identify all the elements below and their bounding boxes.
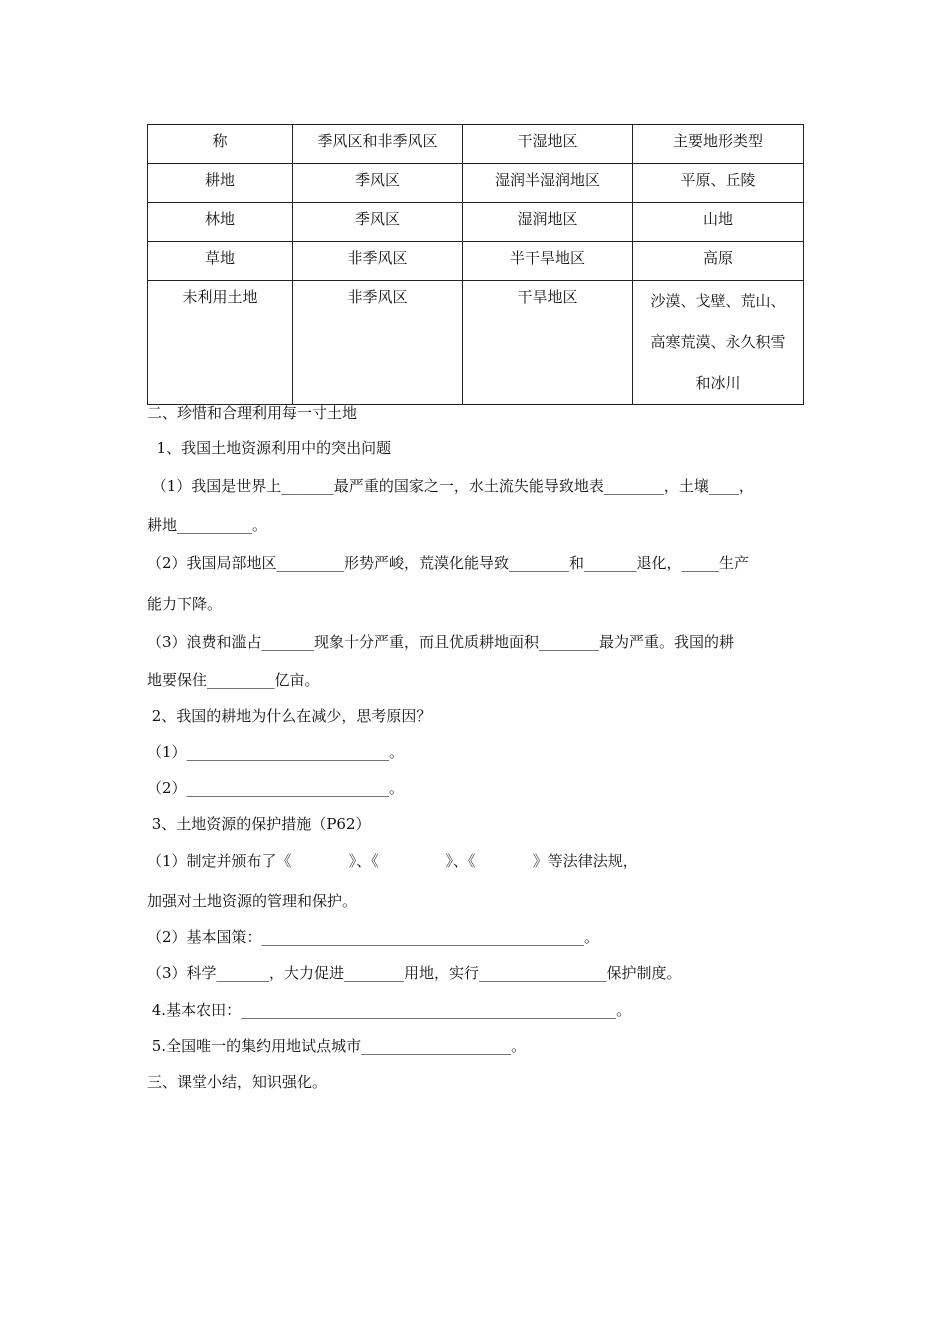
subsection-heading-3: 3、土地资源的保护措施（P62）	[147, 815, 371, 833]
fill-blank-line: （1）我国是世界上_______最严重的国家之一，水土流失能导致地表________，土壤____，	[147, 477, 754, 495]
table-row	[148, 242, 804, 281]
table-cell: 季风区和非季风区	[293, 125, 463, 164]
table-cell: 干湿地区	[463, 125, 633, 164]
fill-blank-line: （1）___________________________。	[147, 743, 405, 761]
fill-blank-line: 5.全国唯一的集约用地试点城市____________________。	[147, 1037, 527, 1055]
table-cell: 林地	[148, 203, 293, 242]
fill-blank-line: （3）浪费和滥占_______现象十分严重，而且优质耕地面积________最为严重。我国的耕	[147, 633, 735, 651]
table-cell: 非季风区	[293, 281, 463, 405]
table-cell: 干旱地区	[463, 281, 633, 405]
cell-text: 沙漠、戈壁、荒山、 高寒荒漠、永久积雪 和冰川	[650, 292, 786, 392]
table-cell: 平原、丘陵	[633, 164, 804, 203]
table-cell: 山地	[633, 203, 804, 242]
section-heading-3: 三、课堂小结，知识强化。	[147, 1073, 328, 1091]
fill-blank-line: 能力下降。	[147, 595, 223, 613]
subsection-heading-1: 1、我国土地资源利用中的突出问题	[147, 439, 392, 457]
table-cell: 主要地形类型	[633, 125, 804, 164]
fill-blank-line: 加强对土地资源的管理和保护。	[147, 892, 358, 910]
table-cell: 称	[148, 125, 293, 164]
table-cell: 季风区	[293, 164, 463, 203]
table-row	[148, 203, 804, 242]
subsection-heading-2: 2、我国的耕地为什么在减少，思考原因？	[147, 707, 432, 725]
table-cell: 半干旱地区	[463, 242, 633, 281]
fill-blank-line: （1）制定并颁布了《 》、《 》、《 》等法律法规，	[147, 852, 638, 870]
table-cell: 季风区	[293, 203, 463, 242]
table-cell: 湿润半湿润地区	[463, 164, 633, 203]
fill-blank-line: （3）科学_______，大力促进________用地，实行_________________保护制度。	[147, 964, 682, 982]
fill-blank-line: 地要保住_________亿亩。	[147, 671, 320, 689]
table-row	[148, 164, 804, 203]
table-cell: 未利用土地	[148, 281, 293, 405]
fill-blank-line: （2）我国局部地区_________形势严峻，荒漠化能导致________和_______退化，_____生产	[147, 554, 750, 572]
fill-blank-line: （2）基本国策：___________________________________________。	[147, 928, 600, 946]
table-cell-multiline	[633, 281, 804, 405]
land-use-table	[147, 124, 804, 405]
section-heading-2: 二、珍惜和合理利用每一寸土地	[147, 404, 358, 422]
table-header-row	[148, 125, 804, 164]
fill-blank-line: 4.基本农田：__________________________________________________。	[147, 1001, 632, 1019]
table-cell: 非季风区	[293, 242, 463, 281]
table-cell: 耕地	[148, 164, 293, 203]
table-row	[148, 281, 804, 405]
table-cell: 高原	[633, 242, 804, 281]
fill-blank-line: （2）___________________________。	[147, 779, 405, 797]
table-cell: 草地	[148, 242, 293, 281]
table-cell: 湿润地区	[463, 203, 633, 242]
fill-blank-line: 耕地__________。	[147, 516, 268, 534]
